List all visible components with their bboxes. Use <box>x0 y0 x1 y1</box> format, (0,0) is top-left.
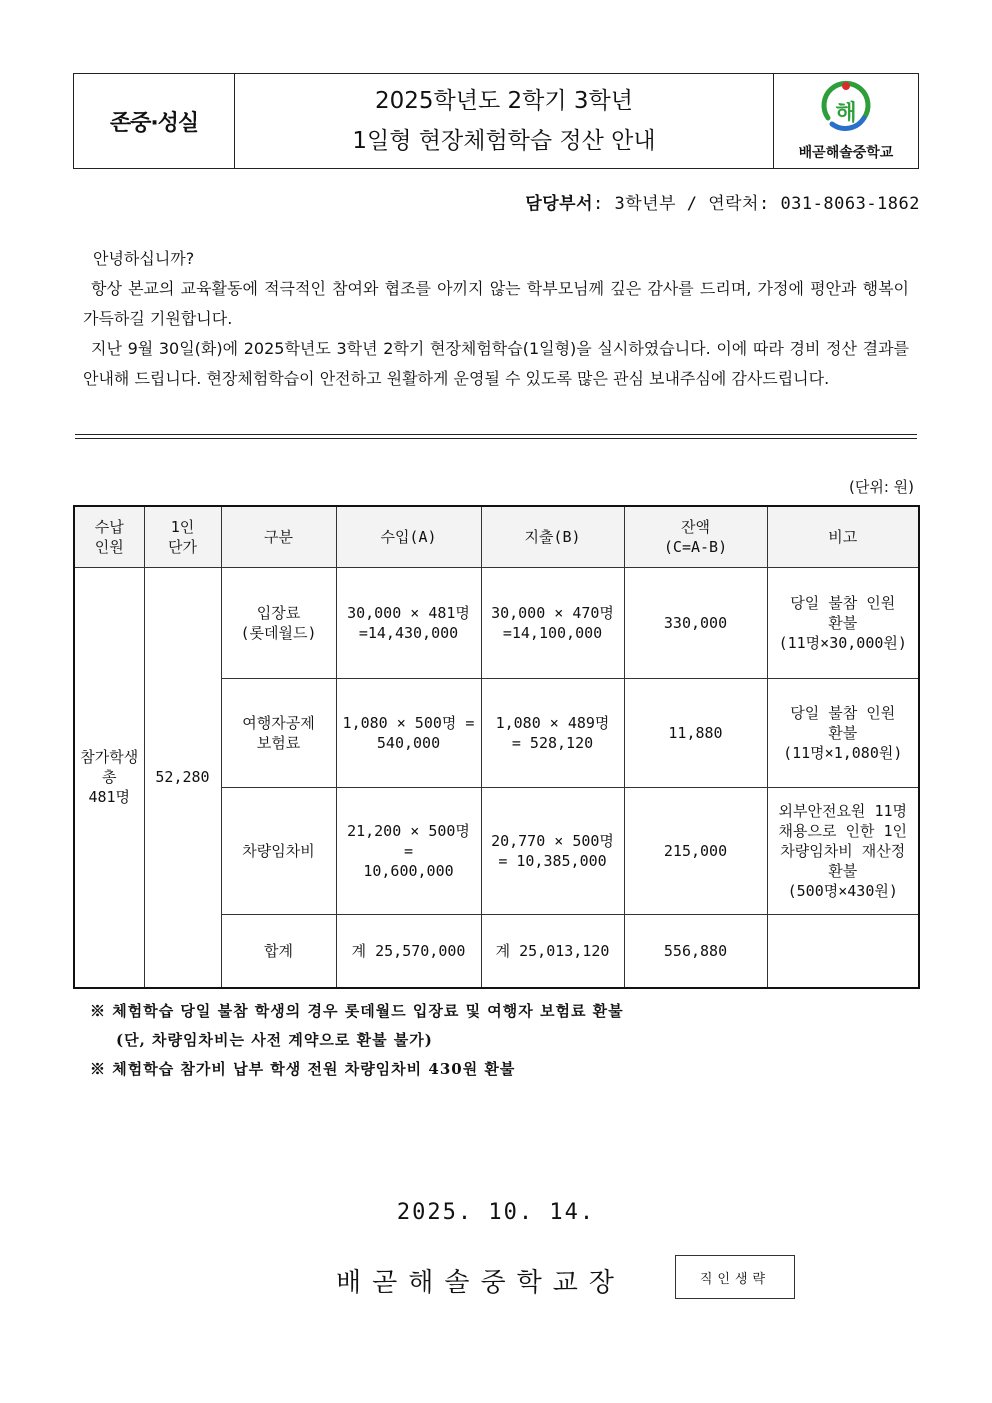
category-cell: 입장료 (롯데월드) <box>221 568 336 679</box>
balance-cell: 330,000 <box>624 568 767 679</box>
header-cell: 수입(A) <box>336 506 481 568</box>
double-divider <box>75 434 917 439</box>
table-row <box>74 568 919 679</box>
svg-text:해: 해 <box>835 101 857 126</box>
settlement-table <box>73 505 920 989</box>
expense-cell: 1,080 × 489명 = 528,120 <box>481 679 624 788</box>
school-logo-name: 배곧해솔중학교 <box>798 145 894 161</box>
school-emblem-icon <box>814 80 878 140</box>
intro-text <box>83 244 909 394</box>
document-header <box>73 73 919 169</box>
principal-signature: 배곧해솔중학교장 <box>336 1268 625 1298</box>
category-cell: 여행자공제 보험료 <box>221 679 336 788</box>
payers-cell: 참가학생 총 481명 <box>74 568 144 988</box>
header-cell: 지출(B) <box>481 506 624 568</box>
header-cell: 구분 <box>221 506 336 568</box>
unit-price-cell: 52,280 <box>144 568 221 988</box>
balance-cell: 215,000 <box>624 788 767 915</box>
note-cell: 당일 불참 인원 환불 (11명×30,000원) <box>767 568 919 679</box>
income-cell: 30,000 × 481명 =14,430,000 <box>336 568 481 679</box>
expense-cell: 30,000 × 470명 =14,100,000 <box>481 568 624 679</box>
category-cell: 차량임차비 <box>221 788 336 915</box>
income-cell: 1,080 × 500명 = 540,000 <box>336 679 481 788</box>
intro-paragraph-1: 항상 본교의 교육활동에 적극적인 참여와 협조를 아끼지 않는 학부모님께 깊은 감사를 드리며, 가정에 평안과 행복이 가득하길 기원합니다. <box>83 279 909 328</box>
note-line-3: ※ 체험학습 참가비 납부 학생 전원 차량임차비 430원 환불 <box>90 1060 516 1078</box>
contact-line <box>525 189 920 214</box>
intro-greeting: 안녕하십니까? <box>93 249 195 268</box>
table-header-row <box>74 506 919 568</box>
school-motto: 존중·성실 <box>74 74 235 168</box>
note-line-1: ※ 체험학습 당일 불참 학생의 경우 롯데월드 입장료 및 여행자 보험료 환불 <box>90 1002 624 1020</box>
unit-label: (단위: 원) <box>849 478 914 496</box>
header-cell: 비고 <box>767 506 919 568</box>
total-income-cell: 계 25,570,000 <box>336 915 481 988</box>
header-cell: 1인 단가 <box>144 506 221 568</box>
title-line-1: 2025학년도 2학기 3학년 <box>375 88 633 114</box>
header-cell: 잔액 (C=A-B) <box>624 506 767 568</box>
title-line-2: 1일형 현장체험학습 정산 안내 <box>352 128 656 154</box>
total-balance-cell: 556,880 <box>624 915 767 988</box>
document-date: 2025. 10. 14. <box>396 1200 596 1225</box>
school-logo <box>774 74 918 168</box>
total-expense-cell: 계 25,013,120 <box>481 915 624 988</box>
total-note-cell <box>767 915 919 988</box>
income-cell: 21,200 × 500명 = 10,600,000 <box>336 788 481 915</box>
dept-label: 담당부서 <box>525 194 594 214</box>
dept-value: : 3학년부 / 연락처: 031-8063-1862 <box>593 194 920 214</box>
seal-omitted-box: 직인생략 <box>675 1255 795 1299</box>
total-label-cell: 합계 <box>221 915 336 988</box>
intro-paragraph-2: 지난 9월 30일(화)에 2025학년도 3학년 2학기 현장체험학습(1일형)을 실시하였습니다. 이에 따라 경비 정산 결과를 안내해 드립니다. 현장체험학습이 안전하고 원활하게 운영될 수 있도록 많은 관심 보내주심에 감사드립니다. <box>83 339 909 388</box>
balance-cell: 11,880 <box>624 679 767 788</box>
expense-cell: 20,770 × 500명 = 10,385,000 <box>481 788 624 915</box>
note-cell: 당일 불참 인원 환불 (11명×1,080원) <box>767 679 919 788</box>
note-line-2: (단, 차량임차비는 사전 계약으로 환불 불가) <box>116 1031 433 1049</box>
document-title <box>235 74 774 168</box>
note-cell: 외부안전요원 11명 채용으로 인한 1인 차량임차비 재산정 환불 (500명×430원) <box>767 788 919 915</box>
header-cell: 수납 인원 <box>74 506 144 568</box>
